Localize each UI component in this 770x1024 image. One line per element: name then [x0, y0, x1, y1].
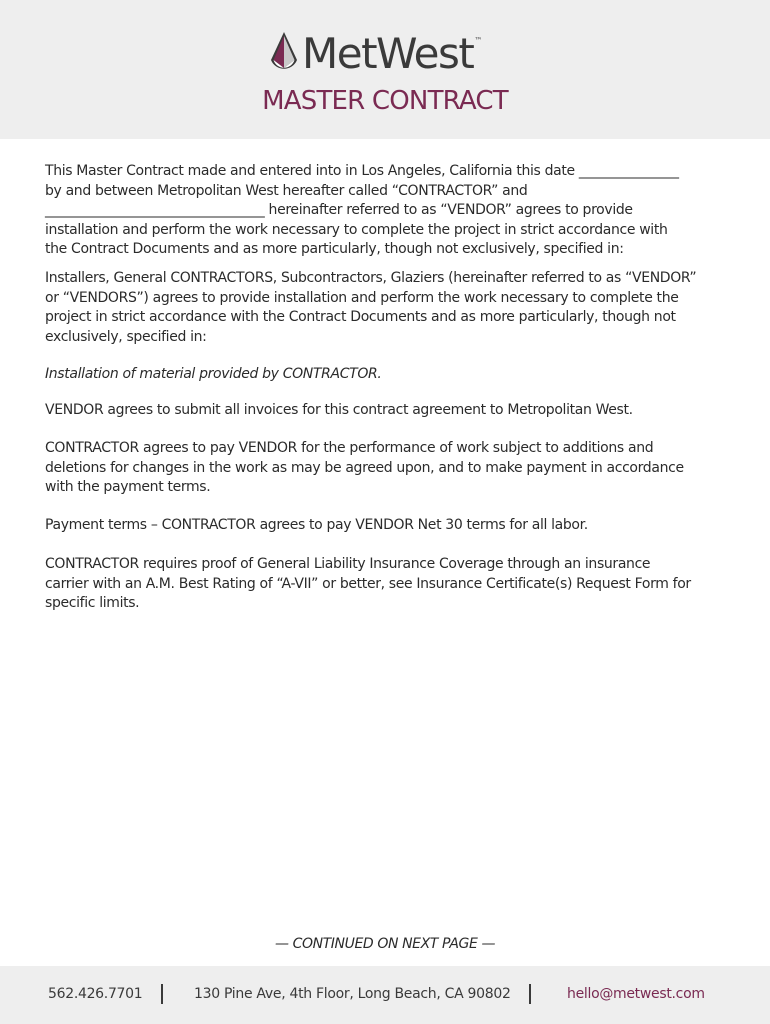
text-line: with the payment terms. — [45, 479, 211, 495]
text-line: This Master Contract made and entered into in Los Angeles, California this date _______________ — [45, 163, 679, 179]
page-title: MASTER CONTRACT — [262, 86, 508, 116]
footer-email: hello@metwest.com — [567, 986, 705, 1002]
text-line: the Contract Documents and as more particularly, though not exclusively, specified in: — [45, 241, 624, 257]
logo-trademark: ™ — [474, 36, 483, 45]
footer-divider — [161, 984, 163, 1004]
footer-address: 130 Pine Ave, 4th Floor, Long Beach, CA 90802 — [194, 986, 511, 1002]
page-header — [0, 0, 770, 139]
metwest-logo-icon — [268, 30, 300, 78]
footer-phone: 562.426.7701 — [48, 986, 143, 1002]
metwest-logo — [268, 28, 482, 80]
paragraph-payment-terms: Payment terms – CONTRACTOR agrees to pay VENDOR Net 30 terms for all labor. — [45, 517, 588, 533]
text-line: carrier with an A.M. Best Rating of “A-VII” or better, see Insurance Certificate(s) Request Form for — [45, 575, 691, 592]
text-line: installation and perform the work necessary to complete the project in strict accordance with — [45, 221, 668, 238]
text-line: exclusively, specified in: — [45, 328, 207, 345]
paragraph-installers — [45, 269, 696, 347]
continued-notice: — CONTINUED ON NEXT PAGE — — [274, 936, 496, 952]
text-line: or “VENDORS”) agrees to provide installation and perform the work necessary to complete the — [45, 289, 679, 306]
paragraph-payment — [45, 439, 684, 498]
text-line: specific limits. — [45, 595, 140, 611]
paragraph-insurance — [45, 555, 691, 614]
page-footer — [0, 966, 770, 1024]
footer-divider — [529, 984, 531, 1004]
text-line: _________________________________ hereinafter referred to as “VENDOR” agrees to provide — [45, 202, 633, 218]
text-line: deletions for changes in the work as may be agreed upon, and to make payment in accordance — [45, 459, 684, 476]
text-line: CONTRACTOR agrees to pay VENDOR for the performance of work subject to additions and — [45, 440, 654, 456]
text-line: CONTRACTOR requires proof of General Liability Insurance Coverage through an insurance — [45, 556, 651, 572]
paragraph-installation-note: Installation of material provided by CONTRACTOR. — [45, 366, 382, 382]
text-line: by and between Metropolitan West hereafter called “CONTRACTOR” and — [45, 182, 528, 199]
paragraph-invoices: VENDOR agrees to submit all invoices for this contract agreement to Metropolitan West. — [45, 402, 633, 418]
text-line: project in strict accordance with the Contract Documents and as more particularly, though not — [45, 309, 676, 325]
paragraph-intro — [45, 162, 679, 260]
logo-wordmark: MetWest — [302, 29, 474, 78]
text-line: Installers, General CONTRACTORS, Subcontractors, Glaziers (hereinafter referred to as “VENDOR” — [45, 270, 697, 286]
